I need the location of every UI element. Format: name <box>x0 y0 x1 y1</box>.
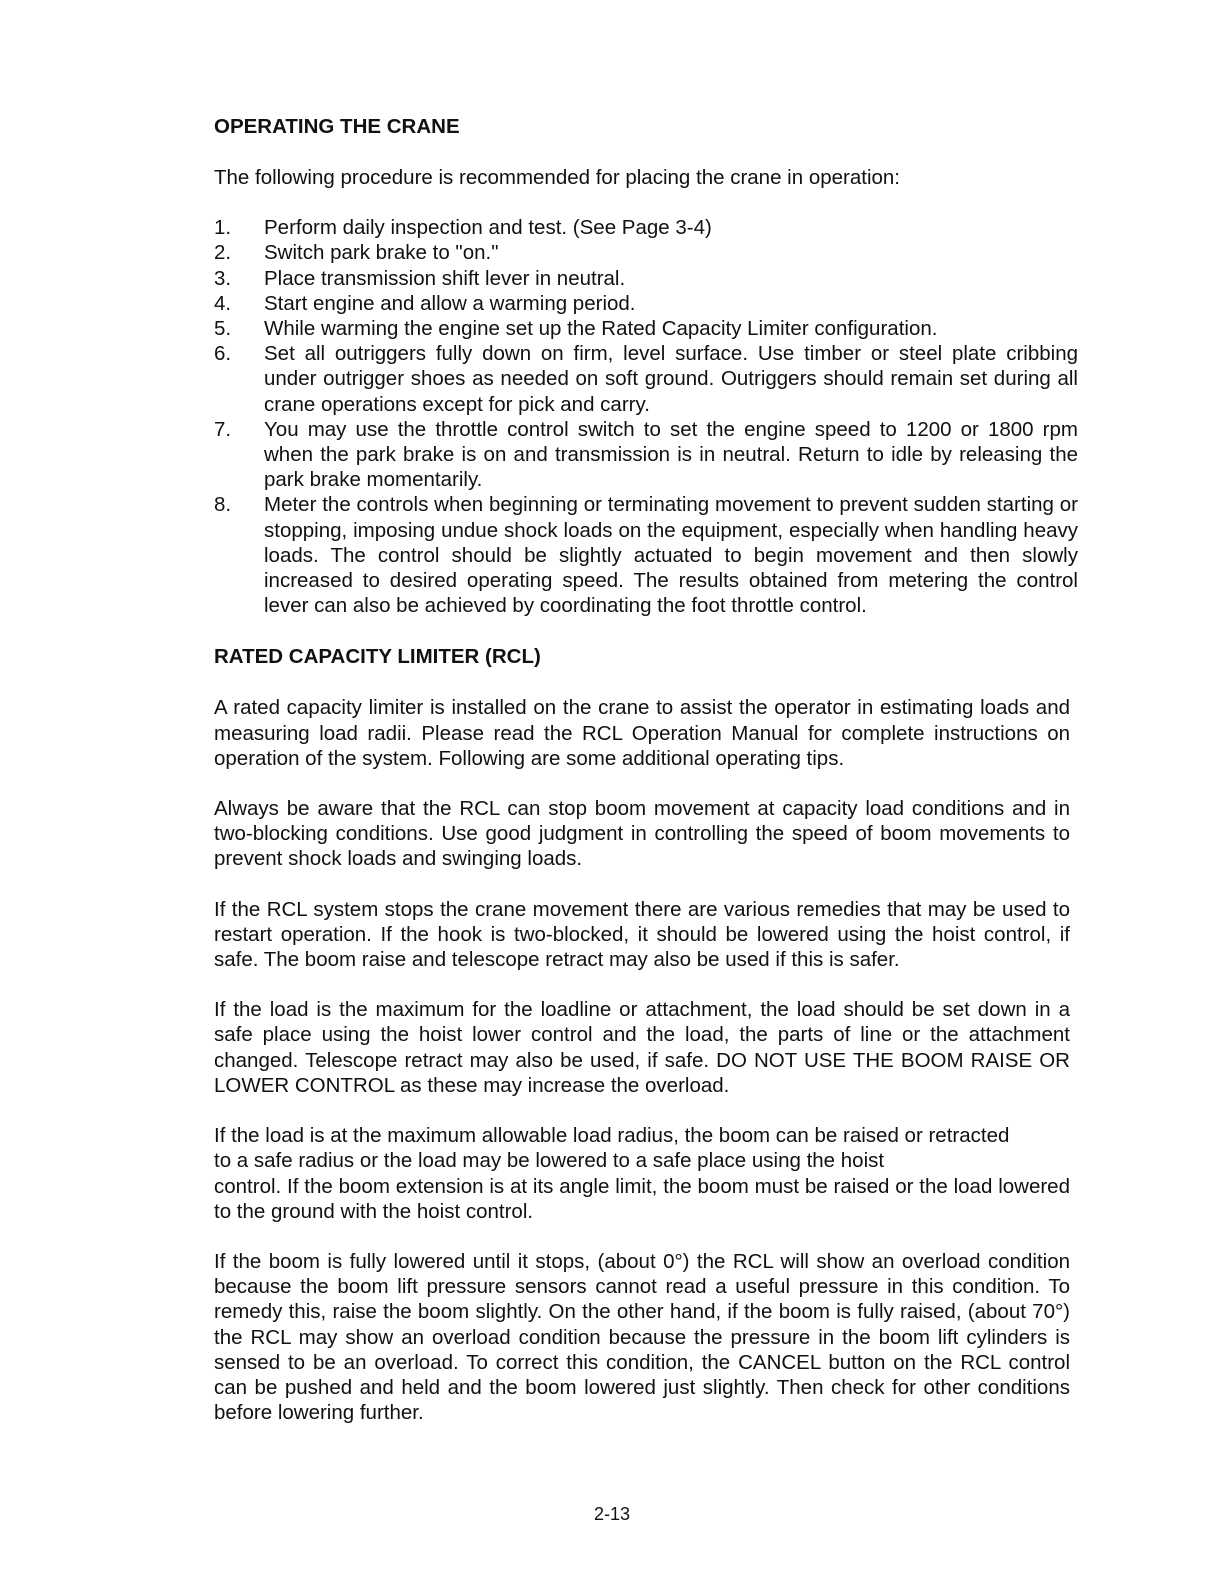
section-title-rcl: RATED CAPACITY LIMITER (RCL) <box>214 645 541 669</box>
step-number: 5. <box>214 317 232 341</box>
rcl-paragraph-max-radius <box>214 1123 1070 1224</box>
step-text: Place transmission shift lever in neutral. <box>264 266 626 290</box>
list-item <box>214 291 1078 316</box>
step-number: 1. <box>214 216 232 240</box>
section-title-operating: OPERATING THE CRANE <box>214 115 460 138</box>
list-item <box>214 240 1078 265</box>
step-number: 8. <box>214 493 232 517</box>
step-text: While warming the engine set up the Rated Capacity Limiter configuration. <box>264 317 938 341</box>
rcl-paragraph-boom-angle: If the boom is fully lowered until it stops, (about 0°) the RCL will show an overload condition because the boom lift pressure sensors cannot read a useful pressure in this condition. To remedy this, raise the boom slightly. On the other hand, if the boom is fully raised, (about 70°) the RCL may show an overload condition because the pressure in the boom lift cylinders is sensed to be an overload. To correct this condition, the CANCEL button on the RCL control can be pushed and held and the boom lowered just slightly. Then check for other conditions before lowering further. <box>214 1249 1070 1425</box>
list-item <box>214 492 1078 618</box>
rcl-paragraph-max-load: If the load is the maximum for the loadline or attachment, the load should be set down in a safe place using the hoist lower control and the load, the parts of line or the attachment changed. Telescope retract may also be used, if safe. DO NOT USE THE BOOM RAISE OR LOWER CONTROL as these may increase the overload. <box>214 998 1070 1097</box>
list-item <box>214 341 1078 417</box>
paragraph-line: to a safe radius or the load may be lowered to a safe place using the hoist <box>214 1149 885 1173</box>
step-text: Meter the controls when beginning or terminating movement to prevent sudden starting or stopping, imposing undue shock loads on the equipment, especially when handling heavy loads. The control should be slightly actuated to begin movement and then slowly increased to desired operating speed. The results obtained from metering the control lever can also be achieved by coordinating the foot throttle control. <box>264 493 1078 618</box>
list-item <box>214 316 1078 341</box>
step-text: Perform daily inspection and test. (See Page 3-4) <box>264 216 712 240</box>
rcl-paragraph-intro: A rated capacity limiter is installed on the crane to assist the operator in estimating loads and measuring load radii. Please read the RCL Operation Manual for complete instructions on operation of the system. Following are some additional operating tips. <box>214 696 1070 770</box>
page-number: 2-13 <box>593 1504 631 1524</box>
procedure-list <box>214 215 1078 618</box>
rcl-paragraph-remedies: If the RCL system stops the crane movement there are various remedies that may be used to restart operation. If the hook is two-blocked, it should be lowered using the hoist control, if safe. The boom raise and telescope retract may also be used if this is safer. <box>214 897 1070 972</box>
step-number: 2. <box>214 241 232 265</box>
rcl-paragraph-awareness: Always be aware that the RCL can stop boom movement at capacity load conditions and in two-blocking conditions. Use good judgment in controlling the speed of boom movements to prevent shock loads and swinging loads. <box>214 797 1070 871</box>
intro-paragraph: The following procedure is recommended for placing the crane in operation: <box>214 166 900 189</box>
step-number: 4. <box>214 291 232 315</box>
step-text: You may use the throttle control switch to set the engine speed to 1200 or 1800 rpm when the park brake is on and transmission is in neutral. Return to idle by releasing the park brake momentarily. <box>264 417 1078 492</box>
list-item <box>214 417 1078 493</box>
step-text: Switch park brake to "on." <box>264 241 499 265</box>
step-text: Start engine and allow a warming period. <box>264 291 636 315</box>
step-number: 7. <box>214 417 232 441</box>
list-item <box>214 266 1078 291</box>
step-number: 3. <box>214 266 232 290</box>
step-text: Set all outriggers fully down on firm, level surface. Use timber or steel plate cribbing under outrigger shoes as needed on soft ground. Outriggers should remain set during all crane operations except for pick and carry. <box>264 342 1078 416</box>
step-number: 6. <box>214 342 232 366</box>
paragraph-line: control. If the boom extension is at its angle limit, the boom must be raised or the load lowered to the ground with the hoist control. <box>214 1174 1070 1223</box>
document-page <box>214 114 1078 1425</box>
list-item <box>214 215 1078 240</box>
paragraph-line: If the load is at the maximum allowable load radius, the boom can be raised or retracted <box>214 1124 1010 1148</box>
